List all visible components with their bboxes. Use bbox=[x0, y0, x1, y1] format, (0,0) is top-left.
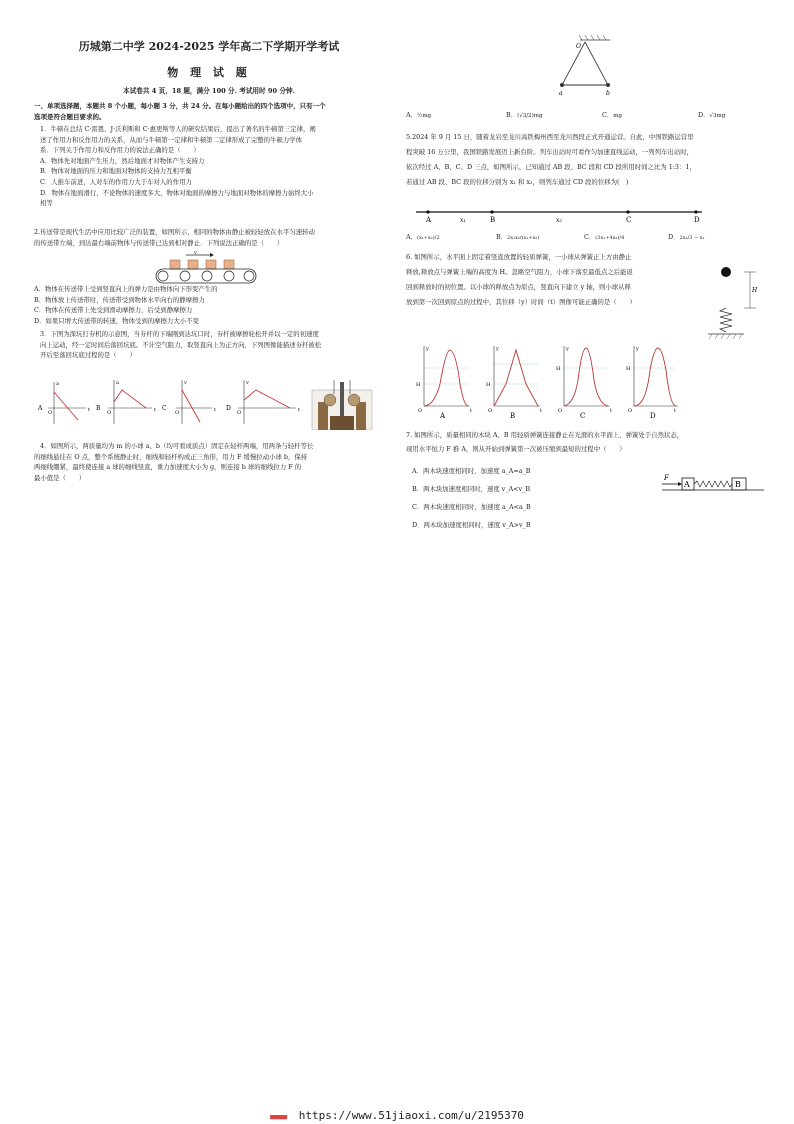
q4-label-b: b bbox=[606, 90, 610, 97]
svg-text:O: O bbox=[418, 408, 423, 414]
q5-stem-line2: 程突破 16 万公里，我国铁路发展迈上新台阶。列车出站时可看作匀加速直线运动，一列列车出站时， bbox=[406, 148, 693, 156]
q1-option-d-line1: D．物体在地面滑行，不论物体的速度多大，物体对地面的摩擦力与地面对物体的摩擦力始终大小 bbox=[40, 188, 314, 197]
q2-roller bbox=[244, 271, 254, 281]
svg-text:H: H bbox=[556, 366, 561, 372]
q3-graph-c-tlabel: t bbox=[214, 407, 217, 413]
q2-roller bbox=[180, 271, 190, 281]
section-heading bbox=[34, 101, 384, 122]
q6-stem-line1: 6. 如图所示，水平面上固定着竖直放置的轻质弹簧，一小球从弹簧正上方由静止 bbox=[406, 253, 632, 261]
q5-seg-x2: x₂ bbox=[556, 217, 562, 224]
q6-stem-line4: 放到第一次回到原点的过程中，其位移（y）时间（t）图像可能正确的是（ ） bbox=[406, 298, 636, 306]
q1-stem-line2: 述了作用力和反作用力的关系，从而与牛顿第一定律和牛顿第二定律形成了完整的牛顿力学体 bbox=[40, 135, 303, 144]
q4-stem-line1: 4．如图所示，两质量均为 m 的小球 a、b（均可看成质点）固定在轻杆两端，用两条与轻杆等长 bbox=[40, 442, 314, 450]
q3-graph-d-origin: O bbox=[237, 410, 242, 416]
q2-conveyor-diagram bbox=[150, 250, 270, 286]
svg-text:C: C bbox=[580, 412, 586, 420]
q2-roller bbox=[202, 271, 212, 281]
svg-text:O: O bbox=[488, 408, 493, 414]
q1-stem-line3: 系．下列关于作用力和反作用力的说法正确的是（ ） bbox=[40, 146, 200, 155]
svg-text:H: H bbox=[486, 382, 491, 388]
svg-text:y: y bbox=[636, 346, 639, 352]
q2-box bbox=[224, 260, 234, 269]
q7-option-d: D．两木块加速度相同时，速度 v_A>v_B bbox=[412, 521, 531, 529]
svg-text:O: O bbox=[628, 408, 633, 414]
q7-option-a: A．两木块速度相同时，加速度 a_A=a_B bbox=[412, 467, 531, 475]
q3-tamper-machine-illustration bbox=[312, 380, 372, 430]
exam-info: 本试卷共 4 页，18 题，满分 100 分. 考试用时 90 分钟. bbox=[123, 87, 295, 95]
q4-triangle-diagram bbox=[550, 30, 640, 104]
q4-option-c: C．mg bbox=[602, 111, 623, 119]
q4-string-b bbox=[585, 42, 608, 85]
q3-graph-b-ylabel: a bbox=[116, 380, 119, 386]
q4-point-o: O bbox=[576, 43, 581, 50]
q3-graph-c-origin: O bbox=[175, 410, 180, 416]
q3-graph-a-tlabel: t bbox=[88, 407, 91, 413]
question-6 bbox=[406, 250, 698, 310]
svg-text:H: H bbox=[416, 382, 421, 388]
footer-url[interactable]: https://www.51jiaoxi.com/u/2195370 bbox=[298, 1109, 524, 1122]
q4-stem-line4: 最小值是（ ） bbox=[34, 473, 86, 482]
q3-graph-a-curve bbox=[54, 392, 78, 420]
q6-graphs bbox=[410, 340, 680, 420]
exam-subject: 物 理 试 题 bbox=[167, 66, 251, 79]
q6-stem-line3: 回到释放时的初位置。以小球的释放点为原点，竖直向下建立 y 轴，则小球从释 bbox=[406, 283, 631, 291]
q2-stem-line2: 的传送带左端，到达最右端前物体与传送带已达到相对静止．下列说法正确的是（ ） bbox=[34, 238, 284, 247]
q2-option-a: A．物体在传送带上受到竖直向上的弹力是由物体向下形变产生的 bbox=[34, 285, 218, 293]
question-1 bbox=[34, 124, 384, 209]
q5-stem-line4: 若通过 AB 段、BC 段的位移分别为 x₁ 和 x₂，则列车通过 CD 段的位移为( ) bbox=[406, 178, 629, 186]
q7-force-label: F bbox=[664, 474, 669, 482]
q6-spring-diagram bbox=[704, 262, 764, 342]
q1-stem-line1: 1．牛顿在总结 C·雷恩、J·沃利斯和 C·惠更斯等人的研究结果后，提出了著名的牛顿第三定律，阐 bbox=[40, 125, 316, 133]
q6-graph-d bbox=[626, 346, 678, 420]
section-heading-line2: 选项是符合题目要求的。 bbox=[34, 112, 106, 121]
q3-graph-c-ylabel: v bbox=[184, 380, 187, 386]
q5-option-c: C．(3x₁+4x₂)/4 bbox=[584, 233, 625, 241]
section-heading-line1: 一、单项选择题，本题共 8 个小题，每小题 3 分，共 24 分。在每小题给出的四个选项中，只有一个 bbox=[34, 102, 326, 110]
question-2-options bbox=[34, 284, 384, 326]
footer-stars-icon: ■■■■■ bbox=[270, 1113, 287, 1121]
q2-box bbox=[188, 260, 198, 269]
svg-text:t: t bbox=[540, 408, 543, 414]
q6-graph-c bbox=[556, 346, 612, 420]
q4-option-d: D．√3mg bbox=[698, 111, 726, 119]
svg-text:H: H bbox=[626, 366, 631, 372]
q7-stem-line2: 现用水平恒力 F 推 A，则从开始到弹簧第一次被压缩到最短的过程中（ ） bbox=[406, 445, 626, 453]
q3-graph-c-label: C bbox=[162, 405, 167, 412]
exam-title: 历城第二中学 2024-2025 学年高二下学期开学考试 bbox=[78, 40, 340, 53]
q2-stem-line1: 2.传送带是现代生活中应用比较广泛的装置，如图所示，相同的物体由静止被轻轻放在水平匀速转动 bbox=[34, 228, 315, 236]
q2-option-b: B．物体放上传送带时，传送带受到物体水平向右的静摩擦力 bbox=[34, 295, 205, 304]
q3-graph-a-label: A bbox=[38, 405, 43, 412]
q4-string-a bbox=[562, 42, 585, 85]
svg-text:y: y bbox=[496, 346, 499, 352]
q2-box bbox=[170, 260, 180, 269]
q3-graph-d-ylabel: v bbox=[246, 380, 249, 386]
q2-arrow-label: v bbox=[194, 250, 197, 256]
q1-option-c: C．人推车前进，人对车的作用力大于车对人的作用力 bbox=[40, 177, 192, 186]
q3-graph-b-curve bbox=[114, 390, 146, 408]
svg-text:t: t bbox=[674, 408, 677, 414]
q6-height-label: H bbox=[752, 287, 758, 294]
q5-stem-line3: 依次经过 A、B、C、D 三点，如图所示，已知通过 AB 段、BC 段和 CD 段所用时间之比为 1:3：1， bbox=[406, 163, 696, 171]
q3-graph-a-ylabel: a bbox=[56, 381, 59, 387]
q1-option-b: B．物体对地面的压力和地面对物体的支持力互相平衡 bbox=[40, 167, 192, 176]
svg-text:t: t bbox=[470, 408, 473, 414]
q3-graph-a-origin: O bbox=[48, 410, 53, 416]
q4-ball-a bbox=[560, 83, 564, 87]
q3-stem-line3: 开后至落回坑底过程的是（ ） bbox=[40, 351, 136, 360]
q2-option-c: C．物体在传送带上先受到滑动摩擦力，后受到静摩擦力 bbox=[34, 306, 193, 315]
q3-graph-d-label: D bbox=[226, 405, 231, 412]
q3-graph-b-origin: O bbox=[107, 410, 112, 416]
svg-text:B: B bbox=[735, 480, 741, 489]
q1-option-a: A．物体先对地面产生压力，然后地面才对物体产生支持力 bbox=[40, 156, 205, 165]
svg-text:O: O bbox=[558, 408, 563, 414]
q5-option-a: A．(x₁+x₂)/2 bbox=[406, 233, 440, 241]
q6-spring bbox=[720, 308, 732, 332]
q5-track-diagram bbox=[412, 204, 712, 226]
question-4 bbox=[34, 441, 384, 483]
question-3 bbox=[34, 329, 384, 361]
q6-graph-b bbox=[486, 346, 542, 420]
q6-graph-a bbox=[416, 346, 472, 420]
q5-stem-line1: 5.2024 年 9 月 15 日，随着龙岩至龙川高铁梅州西至龙川西段正式开通运营。自此，中国铁路运营里 bbox=[406, 133, 694, 141]
svg-text:y: y bbox=[426, 346, 429, 352]
q6-ball bbox=[721, 267, 731, 277]
svg-text:D: D bbox=[650, 412, 656, 420]
q3-graph-b-tlabel: t bbox=[154, 407, 157, 413]
q1-option-d-line2: 相等 bbox=[40, 199, 53, 208]
svg-text:B: B bbox=[510, 412, 516, 420]
q3-graph-c-curve bbox=[182, 390, 200, 422]
q2-option-d: D．如果只增大传送带的转速，物体受到的摩擦力大小不变 bbox=[34, 316, 199, 325]
q2-box bbox=[206, 260, 216, 269]
q5-point-a: A bbox=[426, 216, 432, 224]
q5-option-d: D．2x₂/3 − x₁ bbox=[668, 233, 705, 241]
q2-arrowhead bbox=[210, 253, 214, 257]
q4-stem-line3: 两细线绷紧，最终使连接 a 球的细线竖直，重力加速度大小为 g，则连接 b 球的细线拉力 F 的 bbox=[34, 463, 302, 472]
q4-ball-b bbox=[606, 83, 610, 87]
question-7 bbox=[406, 428, 776, 456]
q7-option-b: B．两木块加速度相同时，速度 v_A<v_B bbox=[412, 485, 531, 493]
q5-seg-x1: x₁ bbox=[460, 217, 466, 224]
q7-stem-line1: 7. 如图所示，质量相同的木块 A、B 用轻质弹簧连接静止在光滑的水平面上，弹簧处于自然状态， bbox=[406, 431, 684, 439]
question-5 bbox=[406, 130, 776, 190]
q7-spring bbox=[694, 481, 732, 487]
q4-option-a: A．½mg bbox=[406, 111, 432, 119]
q4-label-a: a bbox=[559, 90, 563, 97]
svg-text:t: t bbox=[610, 408, 613, 414]
q7-blocks-diagram bbox=[660, 472, 770, 498]
q5-point-b: B bbox=[490, 216, 496, 224]
q3-stem-line1: 3．下图为深坑打夯机的示意图，当夯杆的下端刚到达坑口时，夯杆被摩擦轮松开并以一定的初速度 bbox=[40, 330, 319, 338]
q3-graphs bbox=[34, 376, 384, 430]
footer-link[interactable] bbox=[0, 1109, 794, 1122]
svg-text:y: y bbox=[566, 346, 569, 352]
q5-option-b: B．2x₁x₂/(x₁+x₂) bbox=[496, 233, 540, 241]
q4-option-b: B．(√3/2)mg bbox=[506, 111, 543, 119]
q3-graph-b-label: B bbox=[96, 405, 101, 412]
svg-text:A: A bbox=[440, 412, 446, 420]
q3-graph-d-tlabel: t bbox=[298, 407, 301, 413]
q4-stem-line2: 的细线悬挂在 O 点，整个系统静止时，细线和轻杆构成正三角形，用力 F 缓慢拉动小球 b，保持 bbox=[34, 452, 308, 461]
q3-stem-line2: 向上运动，经一定时间后落回坑底。不计空气阻力，取竖直向上为正方向，下列图像能描述夯杆被松 bbox=[40, 340, 322, 349]
q5-point-d: D bbox=[694, 216, 700, 224]
q7-option-c: C．两木块速度相同时，加速度 a_A<a_B bbox=[412, 503, 531, 511]
q2-roller bbox=[158, 271, 168, 281]
q5-point-c: C bbox=[626, 216, 632, 224]
svg-text:A: A bbox=[684, 480, 690, 489]
q3-graph-d-curve bbox=[244, 390, 290, 408]
q6-stem-line2: 释放,释放点与弹簧上端的高度为 H。忽略空气阻力，小球下落至最低点之后能返 bbox=[406, 268, 633, 276]
question-2 bbox=[34, 227, 384, 248]
q2-roller bbox=[224, 271, 234, 281]
